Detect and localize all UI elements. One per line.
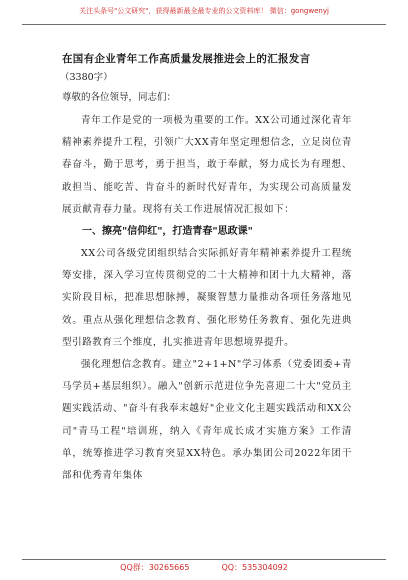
- word-count: （3380字）: [60, 72, 113, 83]
- top-banner: 关注头条号"公文研究"，获得最新最全最专业的公文资料库！ 微信：gongwenyj: [79, 7, 329, 15]
- section-paragraph: XX公司各级党团组织结合实际抓好青年精神素养提升工程统筹安排，深入学习宣传贯彻党的二十大精神和团十九大精神，落实阶段目标，把准思想脉搏，凝聚智慧力量推动各项任务落地见效。重点从强化理想信念教育、强化形势任务教育、强化先进典型引路教育三个维度，扎实推进青年思想境界提升。: [62, 248, 352, 348]
- section-heading: 一、擦亮"信仰红"，打造青春"思政课": [82, 226, 253, 238]
- bottom-divider: [22, 559, 386, 560]
- section-paragraph: 强化理想信念教育。建立"2+1+N"学习体系（党委团委+青马学员+基层组织）。融入"创新示范进位争先喜迎二十大"党员主题实践活动、"奋斗有我奉末越好"企业文化主题实践活动和XX公司"青马工程"培训班，纳入《青年成长成才实施方案》工作清单，统筹推进学习教育突显XX特色。承办集团公司2022年团干部和优秀青年集体: [62, 359, 352, 482]
- document-title: 在国有企业青年工作高质量发展推进会上的汇报发言: [62, 53, 311, 65]
- greeting: 尊敬的各位领导，同志们：: [62, 92, 177, 103]
- top-divider: [22, 24, 386, 25]
- qq-group: QQ群：30265665: [120, 563, 190, 572]
- document-body: [62, 50, 352, 487]
- qq-number: QQ：535304092: [221, 563, 288, 572]
- intro-paragraph: 青年工作是党的一项极为重要的工作。XX公司通过深化青年精神素养提升工程，引领广大XX青年坚定理想信念，立足岗位青春奋斗，勤于思考，勇于担当，敢于奉献，努力成长为有理想、敢担当、能吃苦、肯奋斗的新时代好青年，为实现公司高质量发展贡献青春力量。现将有关工作进展情况汇报如下：: [62, 115, 352, 215]
- footer-contact: [0, 562, 408, 573]
